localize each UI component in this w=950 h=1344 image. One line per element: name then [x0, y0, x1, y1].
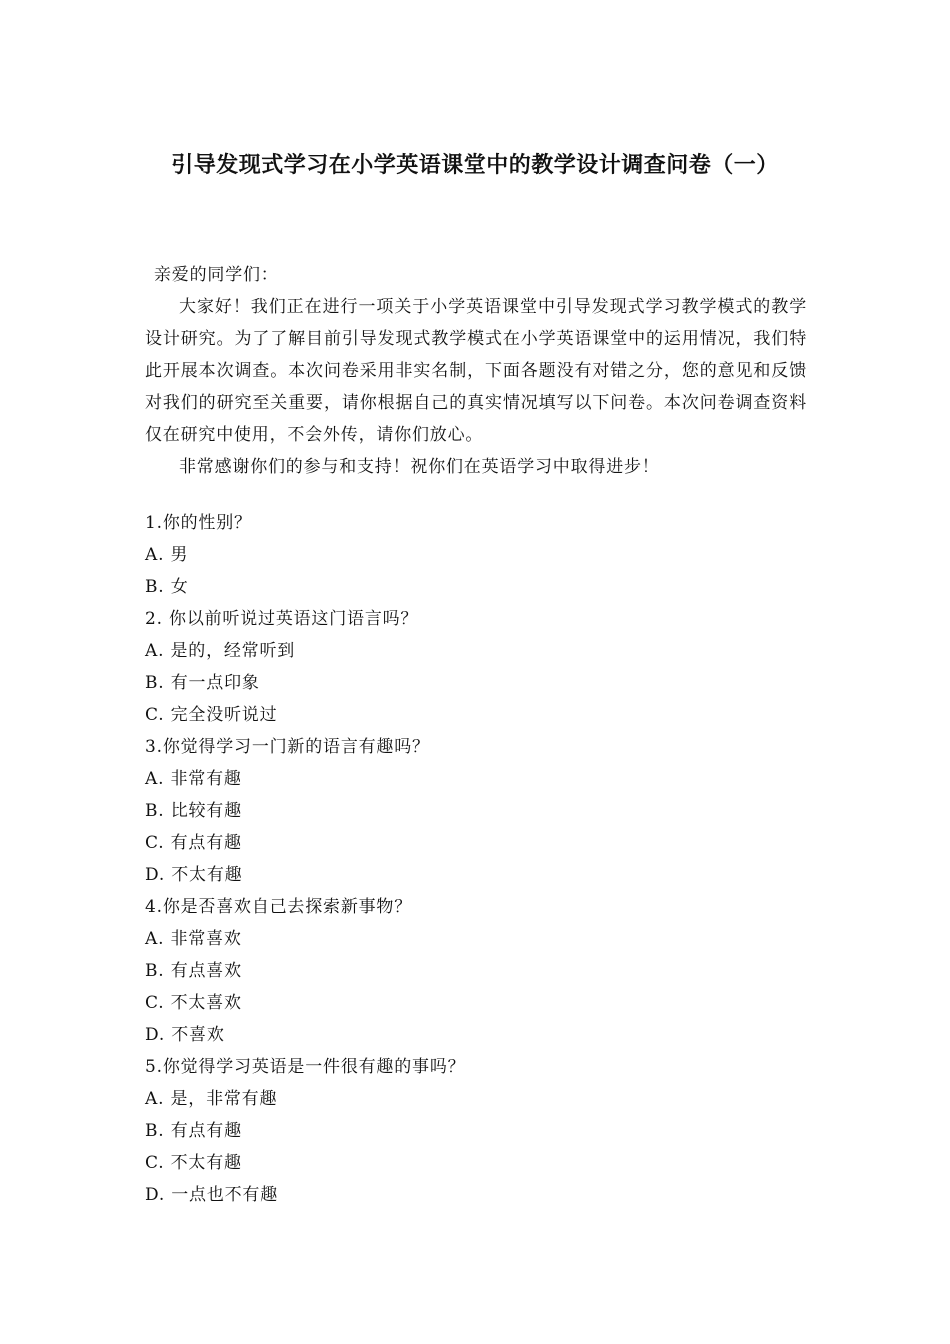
- option-3-c: C. 有点有趣: [145, 833, 242, 853]
- option-2-c: C. 完全没听说过: [145, 705, 278, 725]
- option-1-b: B. 女: [145, 577, 189, 597]
- option-3-a: A. 非常有趣: [145, 769, 242, 789]
- option-2-b: B. 有一点印象: [145, 673, 260, 693]
- document-title: 引导发现式学习在小学英语课堂中的教学设计调查问卷（一）: [171, 153, 779, 178]
- greeting: 亲爱的同学们：: [154, 265, 279, 285]
- question-3: 3.你觉得学习一门新的语言有趣吗？: [145, 737, 430, 757]
- question-2: 2. 你以前听说过英语这门语言吗？: [145, 609, 419, 629]
- option-4-d: D. 不喜欢: [145, 1025, 225, 1045]
- question-5: 5.你觉得学习英语是一件很有趣的事吗？: [145, 1057, 466, 1077]
- option-5-d: D. 一点也不有趣: [145, 1185, 279, 1205]
- question-4: 4.你是否喜欢自己去探索新事物？: [145, 897, 413, 917]
- option-5-b: B. 有点有趣: [145, 1121, 242, 1141]
- thanks-paragraph: 非常感谢你们的参与和支持！祝你们在英语学习中取得进步！: [179, 457, 660, 477]
- option-3-d: D. 不太有趣: [145, 865, 243, 885]
- question-list: [145, 507, 807, 1211]
- option-4-a: A. 非常喜欢: [145, 929, 242, 949]
- question-1: 1.你的性别？: [145, 513, 252, 533]
- option-1-a: A. 男: [145, 545, 189, 565]
- option-3-b: B. 比较有趣: [145, 801, 242, 821]
- option-2-a: A. 是的，经常听到: [145, 641, 296, 661]
- option-4-b: B. 有点喜欢: [145, 961, 242, 981]
- intro-paragraph: 大家好！我们正在进行一项关于小学英语课堂中引导发现式学习教学模式的教学设计研究。为了了解目前引导发现式教学模式在小学英语课堂中的运用情况，我们特此开展本次调查。本次问卷采用非实名制，下面各题没有对错之分，您的意见和反馈对我们的研究至关重要，请你根据自己的真实情况填写以下问卷。本次问卷调查资料仅在研究中使用，不会外传，请你们放心。: [145, 297, 807, 445]
- option-4-c: C. 不太喜欢: [145, 993, 242, 1013]
- option-5-c: C. 不太有趣: [145, 1153, 242, 1173]
- option-5-a: A. 是，非常有趣: [145, 1089, 278, 1109]
